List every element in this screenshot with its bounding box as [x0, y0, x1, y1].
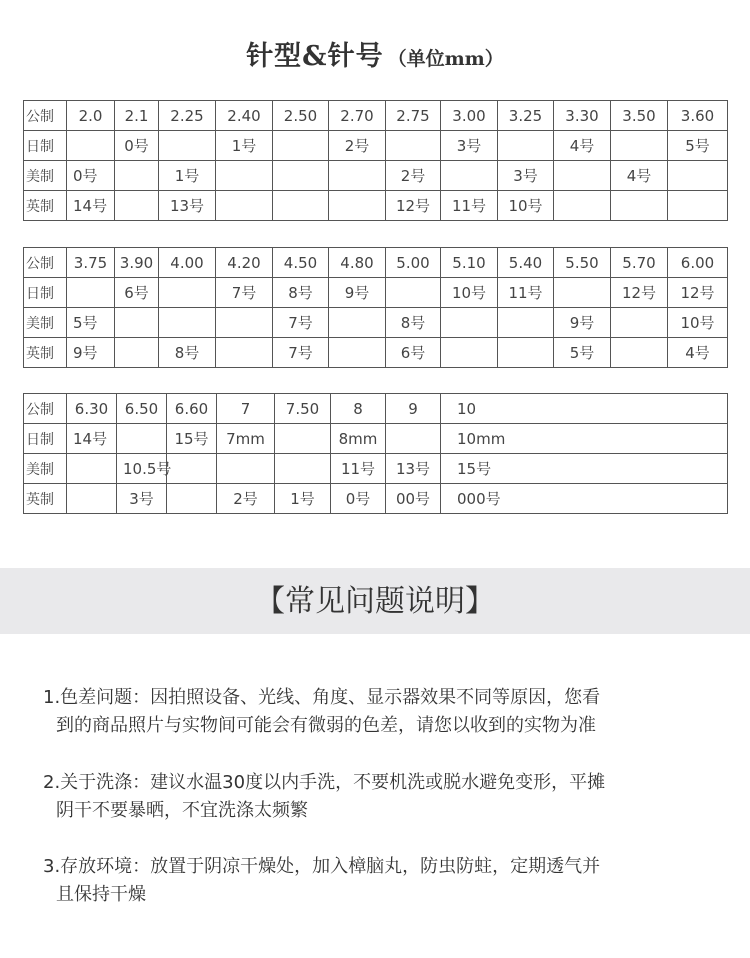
- table-cell: 6.50: [117, 394, 167, 424]
- table-cell: 00号: [386, 484, 441, 514]
- table-cell: [611, 191, 668, 221]
- table-cell: [498, 308, 554, 338]
- table-cell: 14号: [67, 191, 115, 221]
- title-main: 针型&针号: [246, 41, 384, 72]
- table-cell: [67, 454, 117, 484]
- table-cell: [554, 161, 611, 191]
- table-cell: 10号: [441, 278, 498, 308]
- table-cell: 3号: [117, 484, 167, 514]
- table-cell: 7.50: [275, 394, 331, 424]
- table-cell: [329, 161, 386, 191]
- table-cell: 9号: [329, 278, 386, 308]
- table-row: [24, 454, 728, 484]
- table-cell: 2.40: [216, 101, 273, 131]
- table-cell: [275, 424, 331, 454]
- row-header: 日制: [24, 278, 67, 308]
- table-cell: 3号: [441, 131, 498, 161]
- size-table-1: [23, 100, 728, 221]
- table-cell: [329, 308, 386, 338]
- table-cell: [329, 338, 386, 368]
- table-cell: [329, 191, 386, 221]
- table-cell: [217, 454, 275, 484]
- faq-item-line: 到的商品照片与实物间可能会有微弱的色差，请您以收到的实物为准: [56, 715, 596, 736]
- table-cell: 10号: [498, 191, 554, 221]
- table-cell: 8mm: [331, 424, 386, 454]
- table-cell: 9: [386, 394, 441, 424]
- table-cell: 12号: [611, 278, 668, 308]
- table-cell: 8号: [159, 338, 216, 368]
- table-cell: [611, 308, 668, 338]
- size-table-2: [23, 247, 728, 368]
- table-cell: 13号: [386, 454, 441, 484]
- table-cell: 11号: [441, 191, 498, 221]
- table-cell: 15号: [441, 454, 728, 484]
- table-cell: 2.25: [159, 101, 216, 131]
- table-cell: [115, 161, 159, 191]
- table-cell: 6.30: [67, 394, 117, 424]
- row-header: 日制: [24, 131, 67, 161]
- table-cell: 3号: [498, 161, 554, 191]
- table-row: [24, 338, 728, 368]
- table-cell: 3.90: [115, 248, 159, 278]
- faq-item-storage: [43, 853, 723, 909]
- table-cell: 2号: [386, 161, 441, 191]
- page-title: [0, 34, 750, 73]
- size-table-3: [23, 393, 728, 514]
- row-header: 日制: [24, 424, 67, 454]
- faq-item-line: 2.关于洗涤：建议水温30度以内手洗，不要机洗或脱水避免变形，平摊: [43, 772, 606, 793]
- table-cell: [167, 454, 217, 484]
- row-header: 美制: [24, 308, 67, 338]
- faq-section-title: 【常见问题说明】: [255, 584, 495, 619]
- table-cell: [273, 191, 329, 221]
- table-cell: 0号: [115, 131, 159, 161]
- table-cell: 3.75: [67, 248, 115, 278]
- table-cell: 4.20: [216, 248, 273, 278]
- title-unit: （单位mm）: [387, 48, 504, 70]
- table-cell: 12号: [668, 278, 728, 308]
- table-cell: [441, 161, 498, 191]
- table-cell: 1号: [159, 161, 216, 191]
- table-cell: 5号: [554, 338, 611, 368]
- table-cell: 5号: [668, 131, 728, 161]
- table-cell: [668, 191, 728, 221]
- table-cell: 13号: [159, 191, 216, 221]
- table-cell: [216, 191, 273, 221]
- faq-item-line: 阴干不要暴晒，不宜洗涤太频繁: [56, 800, 308, 821]
- table-cell: 11号: [498, 278, 554, 308]
- table-cell: 6.60: [167, 394, 217, 424]
- faq-item-color: [43, 684, 723, 740]
- row-header: 美制: [24, 454, 67, 484]
- table-row: [24, 248, 728, 278]
- table-row: [24, 394, 728, 424]
- table-cell: 9号: [554, 308, 611, 338]
- table-cell: [554, 278, 611, 308]
- faq-item-washing: [43, 769, 723, 825]
- table-cell: 8号: [273, 278, 329, 308]
- table-cell: [668, 161, 728, 191]
- table-row: [24, 101, 728, 131]
- table-cell: [67, 131, 115, 161]
- table-row: [24, 424, 728, 454]
- table-cell: 2.70: [329, 101, 386, 131]
- row-header: 英制: [24, 191, 67, 221]
- table-cell: 2.75: [386, 101, 441, 131]
- table-cell: 7号: [216, 278, 273, 308]
- table-cell: 0号: [331, 484, 386, 514]
- table-cell: [117, 424, 167, 454]
- table-cell: [441, 338, 498, 368]
- row-header: 公制: [24, 394, 67, 424]
- table-cell: 5.50: [554, 248, 611, 278]
- table-cell: 7号: [273, 308, 329, 338]
- table-cell: [67, 484, 117, 514]
- row-header: 英制: [24, 338, 67, 368]
- table-cell: 10.5号: [117, 454, 167, 484]
- table-cell: [159, 131, 216, 161]
- table-cell: [216, 308, 273, 338]
- table-cell: [611, 338, 668, 368]
- table-cell: 6号: [386, 338, 441, 368]
- table-cell: 5.10: [441, 248, 498, 278]
- table-cell: [611, 131, 668, 161]
- table-cell: 000号: [441, 484, 728, 514]
- table-cell: [67, 278, 115, 308]
- row-header: 英制: [24, 484, 67, 514]
- table-cell: 3.60: [668, 101, 728, 131]
- table-cell: [216, 161, 273, 191]
- faq-item-line: 1.色差问题：因拍照设备、光线、角度、显示器效果不同等原因，您看: [43, 687, 601, 708]
- table-cell: 7: [217, 394, 275, 424]
- table-cell: [159, 308, 216, 338]
- table-row: [24, 484, 728, 514]
- table-cell: [216, 338, 273, 368]
- table-row: [24, 131, 728, 161]
- table-cell: [554, 191, 611, 221]
- table-cell: 10mm: [441, 424, 728, 454]
- row-header: 公制: [24, 101, 67, 131]
- table-cell: [115, 191, 159, 221]
- table-cell: 3.50: [611, 101, 668, 131]
- table-row: [24, 161, 728, 191]
- table-cell: 7mm: [217, 424, 275, 454]
- table-cell: 5.40: [498, 248, 554, 278]
- table-cell: 10号: [668, 308, 728, 338]
- table-cell: 5.70: [611, 248, 668, 278]
- table-cell: [275, 454, 331, 484]
- table-cell: 0号: [67, 161, 115, 191]
- table-cell: [167, 484, 217, 514]
- table-cell: 4号: [668, 338, 728, 368]
- table-cell: 9号: [67, 338, 115, 368]
- table-cell: 2.0: [67, 101, 115, 131]
- table-cell: [386, 424, 441, 454]
- table-cell: 4号: [611, 161, 668, 191]
- row-header: 美制: [24, 161, 67, 191]
- table-cell: [115, 338, 159, 368]
- table-cell: [498, 338, 554, 368]
- table-cell: 4号: [554, 131, 611, 161]
- table-cell: [386, 278, 441, 308]
- table-cell: 15号: [167, 424, 217, 454]
- table-cell: 4.50: [273, 248, 329, 278]
- table-row: [24, 278, 728, 308]
- table-cell: [273, 131, 329, 161]
- table-cell: 2.50: [273, 101, 329, 131]
- row-header: 公制: [24, 248, 67, 278]
- table-cell: 8号: [386, 308, 441, 338]
- table-cell: [498, 131, 554, 161]
- table-cell: 5号: [67, 308, 115, 338]
- table-row: [24, 191, 728, 221]
- table-cell: 10: [441, 394, 728, 424]
- table-cell: 6号: [115, 278, 159, 308]
- table-cell: 1号: [275, 484, 331, 514]
- table-cell: 6.00: [668, 248, 728, 278]
- table-cell: 8: [331, 394, 386, 424]
- table-cell: 3.00: [441, 101, 498, 131]
- table-cell: 2号: [217, 484, 275, 514]
- table-cell: [273, 161, 329, 191]
- table-cell: 12号: [386, 191, 441, 221]
- faq-item-line: 3.存放环境：放置于阴凉干燥处，加入樟脑丸，防虫防蛀，定期透气并: [43, 856, 601, 877]
- table-cell: [441, 308, 498, 338]
- table-cell: [159, 278, 216, 308]
- table-cell: 1号: [216, 131, 273, 161]
- table-cell: 4.80: [329, 248, 386, 278]
- table-cell: [386, 131, 441, 161]
- table-cell: 4.00: [159, 248, 216, 278]
- table-cell: 3.30: [554, 101, 611, 131]
- table-cell: 3.25: [498, 101, 554, 131]
- table-cell: 14号: [67, 424, 117, 454]
- table-cell: [115, 308, 159, 338]
- table-row: [24, 308, 728, 338]
- table-cell: 11号: [331, 454, 386, 484]
- faq-item-line: 且保持干燥: [56, 884, 146, 905]
- table-cell: 7号: [273, 338, 329, 368]
- table-cell: 5.00: [386, 248, 441, 278]
- table-cell: 2.1: [115, 101, 159, 131]
- table-cell: 2号: [329, 131, 386, 161]
